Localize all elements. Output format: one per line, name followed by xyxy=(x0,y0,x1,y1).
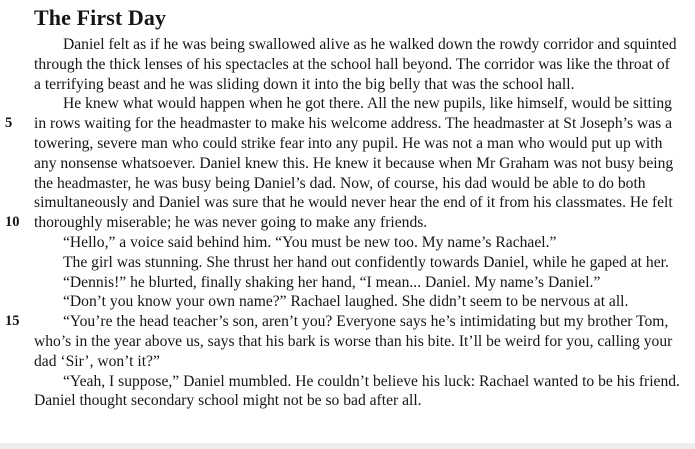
text-line xyxy=(34,391,687,411)
line-text: “Don’t you know your own name?” Rachael laughed. She didn’t seem to be nervous at all. xyxy=(63,293,629,311)
line-text: thoroughly miserable; he was never going to make any friends. xyxy=(34,214,428,232)
line-number: 15 xyxy=(5,313,20,330)
line-text: “You’re the head teacher’s son, aren’t you? Everyone says he’s intimidating but my brother Tom, xyxy=(63,313,669,331)
line-text: who’s in the year above us, says that his bark is worse than his bite. It’ll be weird for you, calling your xyxy=(34,332,673,350)
line-text: Daniel felt as if he was being swallowed alive as he walked down the rowdy corridor and squinted xyxy=(63,36,677,53)
line-text: in rows waiting for the headmaster to make his welcome address. The headmaster at St Joseph’s was a xyxy=(34,115,673,133)
text-line xyxy=(34,273,687,293)
text-line xyxy=(34,193,687,213)
text-line xyxy=(34,174,687,194)
line-text: simultaneously and Daniel was sure that he would never hear the end of it from his classmates. He felt xyxy=(34,194,673,212)
text-line xyxy=(34,154,687,174)
line-text: any nonsense whatsoever. Daniel knew this. He knew it because when Mr Graham was not busy being xyxy=(34,154,674,172)
line-text: “Hello,” a voice said behind him. “You must be new too. My name’s Rachael.” xyxy=(63,233,557,251)
line-text: the headmaster, he was busy being Daniel’s dad. Now, of course, his dad would be able to do both xyxy=(34,174,646,192)
line-text: “Yeah, I suppose,” Daniel mumbled. He couldn’t believe his luck: Rachael wanted to be his friend. xyxy=(63,372,680,390)
text-line xyxy=(34,253,687,273)
text-line xyxy=(34,35,687,55)
line-text: dad ‘Sir’, won’t it?” xyxy=(34,352,160,370)
text-line xyxy=(34,55,687,75)
story-title: The First Day xyxy=(34,5,167,30)
line-number: 5 xyxy=(5,115,13,132)
text-line xyxy=(5,213,687,233)
line-text: “Dennis!” he blurted, finally shaking her hand, “I mean... Daniel. My name’s Daniel.” xyxy=(63,273,601,291)
line-number: 10 xyxy=(5,214,20,231)
text-line xyxy=(34,332,687,352)
line-text: Daniel thought secondary school might not be so bad after all. xyxy=(34,392,422,410)
text-line xyxy=(5,114,687,134)
line-text: a terrifying beast and he was sliding down it into the big belly that was the school hall. xyxy=(34,75,575,93)
story-text xyxy=(5,35,687,411)
text-line xyxy=(5,312,687,332)
text-line xyxy=(34,372,687,392)
line-text: towering, severe man who could strike fear into any pupil. He was not a man who would put up with xyxy=(34,134,663,152)
line-text: through the thick lenses of his spectacles at the school hall beyond. The corridor was like the throat of xyxy=(34,55,670,73)
line-text: The girl was stunning. She thrust her hand out confidently towards Daniel, while he gaped at her. xyxy=(63,253,669,271)
text-line xyxy=(34,134,687,154)
text-line xyxy=(34,352,687,372)
text-line xyxy=(34,292,687,312)
text-line xyxy=(34,94,687,114)
line-text: He knew what would happen when he got there. All the new pupils, like himself, would be sitting xyxy=(63,95,672,113)
text-line xyxy=(34,233,687,253)
text-line xyxy=(34,75,687,95)
